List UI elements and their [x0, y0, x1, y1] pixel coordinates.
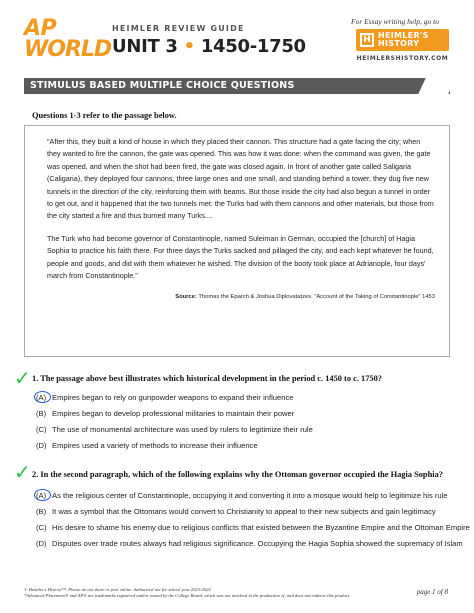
footer-notice: [24, 587, 404, 599]
option-letter: (B): [36, 409, 47, 418]
q2-option-a[interactable]: [36, 491, 448, 500]
q1-option-d[interactable]: [36, 441, 258, 450]
unit-label: UNIT 3: [112, 36, 178, 57]
q1-option-c[interactable]: [36, 425, 313, 434]
option-letter: (B): [36, 507, 47, 516]
q2-option-d[interactable]: [36, 539, 463, 548]
option-letter: (C): [36, 523, 47, 532]
option-letter: (A): [36, 491, 47, 500]
unit-heading: [112, 36, 306, 57]
section-bar: [24, 78, 450, 94]
option-letter: (D): [36, 539, 47, 548]
option-text: His desire to shame his enemy due to religious conflicts that existed between the Byzantine Empire and the Ottoman Empire: [52, 523, 470, 532]
option-text: The use of monumental architecture was used by rulers to legitimize their rule: [52, 425, 313, 434]
passage-box: [24, 125, 450, 357]
q2-option-b[interactable]: [36, 507, 436, 516]
ap-world-logo: [24, 16, 112, 64]
option-text: Empires began to rely on gunpowder weapons to expand their influence: [52, 393, 294, 402]
logo-world: WORLD: [24, 37, 112, 62]
essay-help-note: For Essay writing help, go to: [351, 17, 439, 26]
heimlers-history-logo[interactable]: [356, 29, 449, 51]
source-label: Source:: [175, 294, 197, 301]
option-text: Disputes over trade routes always had religious significance. Occupying the Hagia Sophia showed the supremacy of Islam: [52, 539, 463, 548]
q2-option-c[interactable]: [36, 523, 470, 532]
unit-separator: •: [183, 36, 195, 57]
brand-line-1: HEIMLER'S: [378, 31, 429, 40]
q2-check-icon: ✓: [14, 460, 31, 484]
source-text: Thomas the Eparch & Joshua Diplovatatzes. "Account of the Taking of Constantinople" 1453: [198, 294, 435, 301]
q1-option-a[interactable]: [36, 393, 293, 402]
passage-paragraph-2: The Turk who had become governor of Constantinople, named Suleiman in German, occupied the [church] of Hagia Sophia to practice his faith there. For three days the Turks sacked and pillaged the city, and each kept whatever he found, people and goods, and did with them whatever he wished. The division of the booty took place at Adrianople, four days' march from Constantinople.": [47, 233, 434, 281]
option-text: Empires began to develop professional militaries to maintain their power: [52, 409, 295, 418]
unit-years: 1450-1750: [200, 36, 306, 57]
footer-copyright: © Heimler's History™. Please do not share or post online. Authorized use for school year 2023-2024: [24, 587, 211, 592]
brand-name: [378, 32, 429, 48]
brand-url[interactable]: HEIMLERSHISTORY.COM: [356, 55, 449, 62]
logo-ap: AP: [24, 16, 57, 41]
passage-source: [47, 291, 435, 303]
page-number: page 1 of 8: [416, 588, 448, 596]
option-text: Empires used a variety of methods to increase their influence: [52, 441, 258, 450]
footer-trademark: *Advanced Placement® and AP® are trademarks registered and/or owned by the College Board, which was not involved in the production of, and does not endorse this product.: [24, 593, 351, 598]
guide-title: HEIMLER REVIEW GUIDE: [112, 24, 245, 33]
passage-paragraph-1: "After this, they built a kind of house in which they placed their cannon. This structure had a gate facing the city; when they wanted to fire the cannon, the gate was opened. This was how it was done: when the command was given, the gate was opened, and when the shot had been fired, the gate was closed again. In front of another gate called Saligaria (Caligaria), they deployed four cannons, three large ones and one small, and standing behind a tower, they dug five new tunnels in the direction of the city, reinforcing them with beams. But those inside the city had also begun a tunnel in order to get out, and it happened that the two tunnels met: the Turks had with them cannons and other materials, but those from the city started a fire and thus burned many Turks....: [47, 137, 434, 221]
q1-check-icon: ✓: [14, 366, 31, 390]
q2-stem: 2. In the second paragraph, which of the following explains why the Ottoman governor occupied the Hagia Sophia?: [32, 470, 443, 479]
option-letter: (C): [36, 425, 47, 434]
option-text: It was a symbol that the Ottomans would convert to Christianity to appeal to their new subjects and gain legitimacy: [52, 507, 436, 516]
q1-stem: 1. The passage above best illustrates which historical development in the period c. 1450 to c. 1750?: [32, 374, 382, 383]
brand-line-2: HISTORY: [378, 39, 420, 48]
q1-option-b[interactable]: [36, 409, 294, 418]
questions-reference: Questions 1-3 refer to the passage below.: [32, 111, 177, 120]
option-letter: (D): [36, 441, 47, 450]
option-text: As the religious center of Constantinople, occupying it and converting it into a mosque would help to legitimize his rule: [52, 491, 448, 500]
option-letter: (A): [36, 393, 47, 402]
section-title: STIMULUS BASED MULTIPLE CHOICE QUESTIONS: [30, 80, 295, 91]
h-logo-icon: H: [360, 33, 374, 47]
